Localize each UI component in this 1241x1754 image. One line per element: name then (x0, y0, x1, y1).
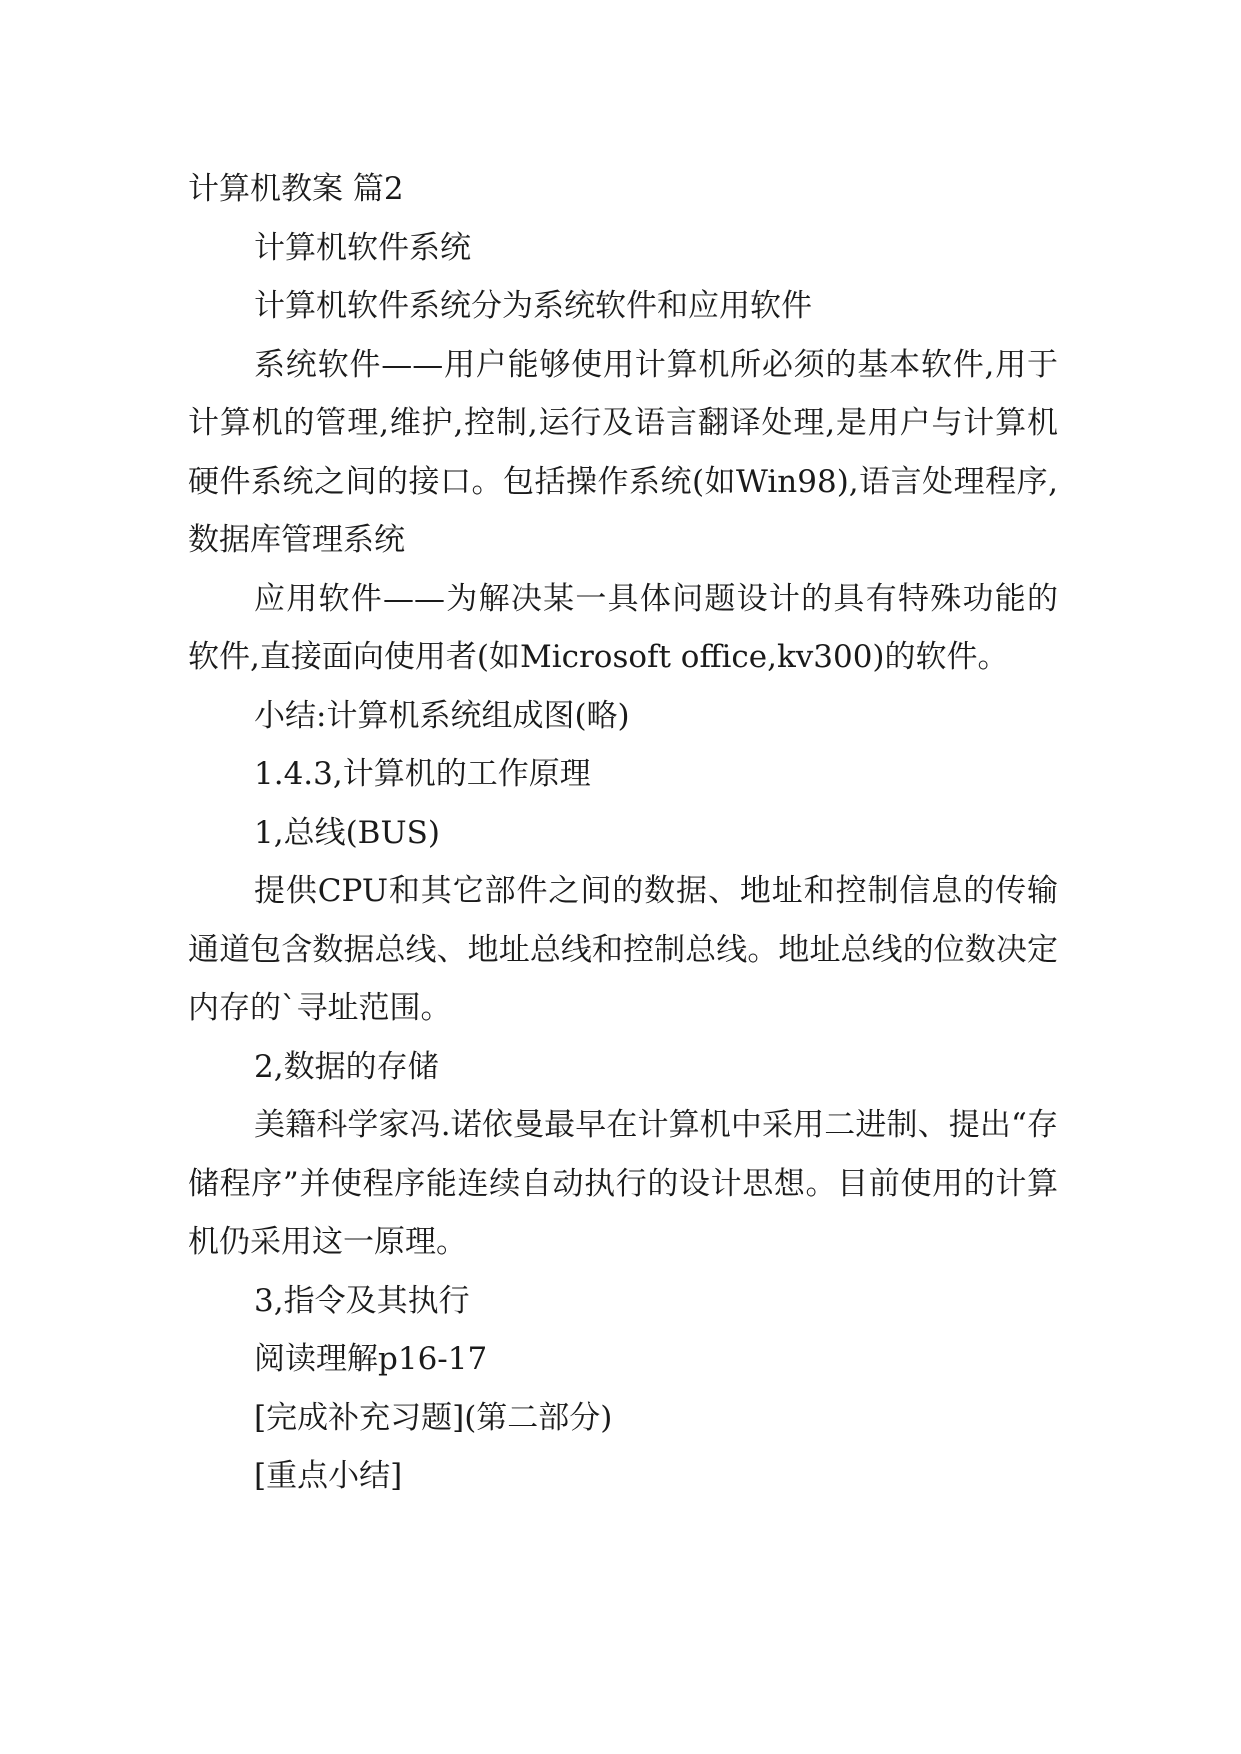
paragraph-bus-heading: 1,总线(BUS) (254, 814, 440, 851)
document-page (188, 160, 1058, 1506)
paragraph-software-classification: 计算机软件系统分为系统软件和应用软件 (254, 288, 812, 324)
paragraph-von-neumann: 美籍科学家冯.诺依曼最早在计算机中采用二进制、提出“存储程序”并使程序能连续自动执行的设计思想。目前使用的计算机仍采用这一原理。 (188, 1107, 1058, 1260)
paragraph-bus-description: 提供CPU和其它部件之间的数据、地址和控制信息的传输通道包含数据总线、地址总线和控制总线。地址总线的位数决定内存的`寻址范围。 (188, 873, 1058, 1026)
paragraph-key-summary: [重点小结] (254, 1458, 403, 1494)
paragraph-system-software: 系统软件——用户能够使用计算机所必须的基本软件,用于计算机的管理,维护,控制,运行及语言翻译处理,是用户与计算机硬件系统之间的接口。包括操作系统(如Win98),语言处理程序,数据库管理系统 (188, 346, 1058, 558)
paragraph-summary: 小结:计算机系统组成图(略) (254, 697, 630, 734)
paragraph-exercises: [完成补充习题](第二部分) (254, 1399, 613, 1436)
paragraph-application-software: 应用软件——为解决某一具体问题设计的具有特殊功能的软件,直接面向使用者(如Microsoft office,kv300)的软件。 (188, 580, 1058, 675)
paragraph-working-principle-heading: 1.4.3,计算机的工作原理 (254, 756, 591, 792)
paragraph-software-system-title: 计算机软件系统 (254, 229, 471, 266)
section-heading: 计算机教案 篇2 (188, 171, 404, 207)
paragraph-data-storage-heading: 2,数据的存储 (254, 1048, 439, 1085)
paragraph-instruction-heading: 3,指令及其执行 (254, 1282, 470, 1319)
paragraph-reading: 阅读理解p16-17 (254, 1341, 488, 1377)
